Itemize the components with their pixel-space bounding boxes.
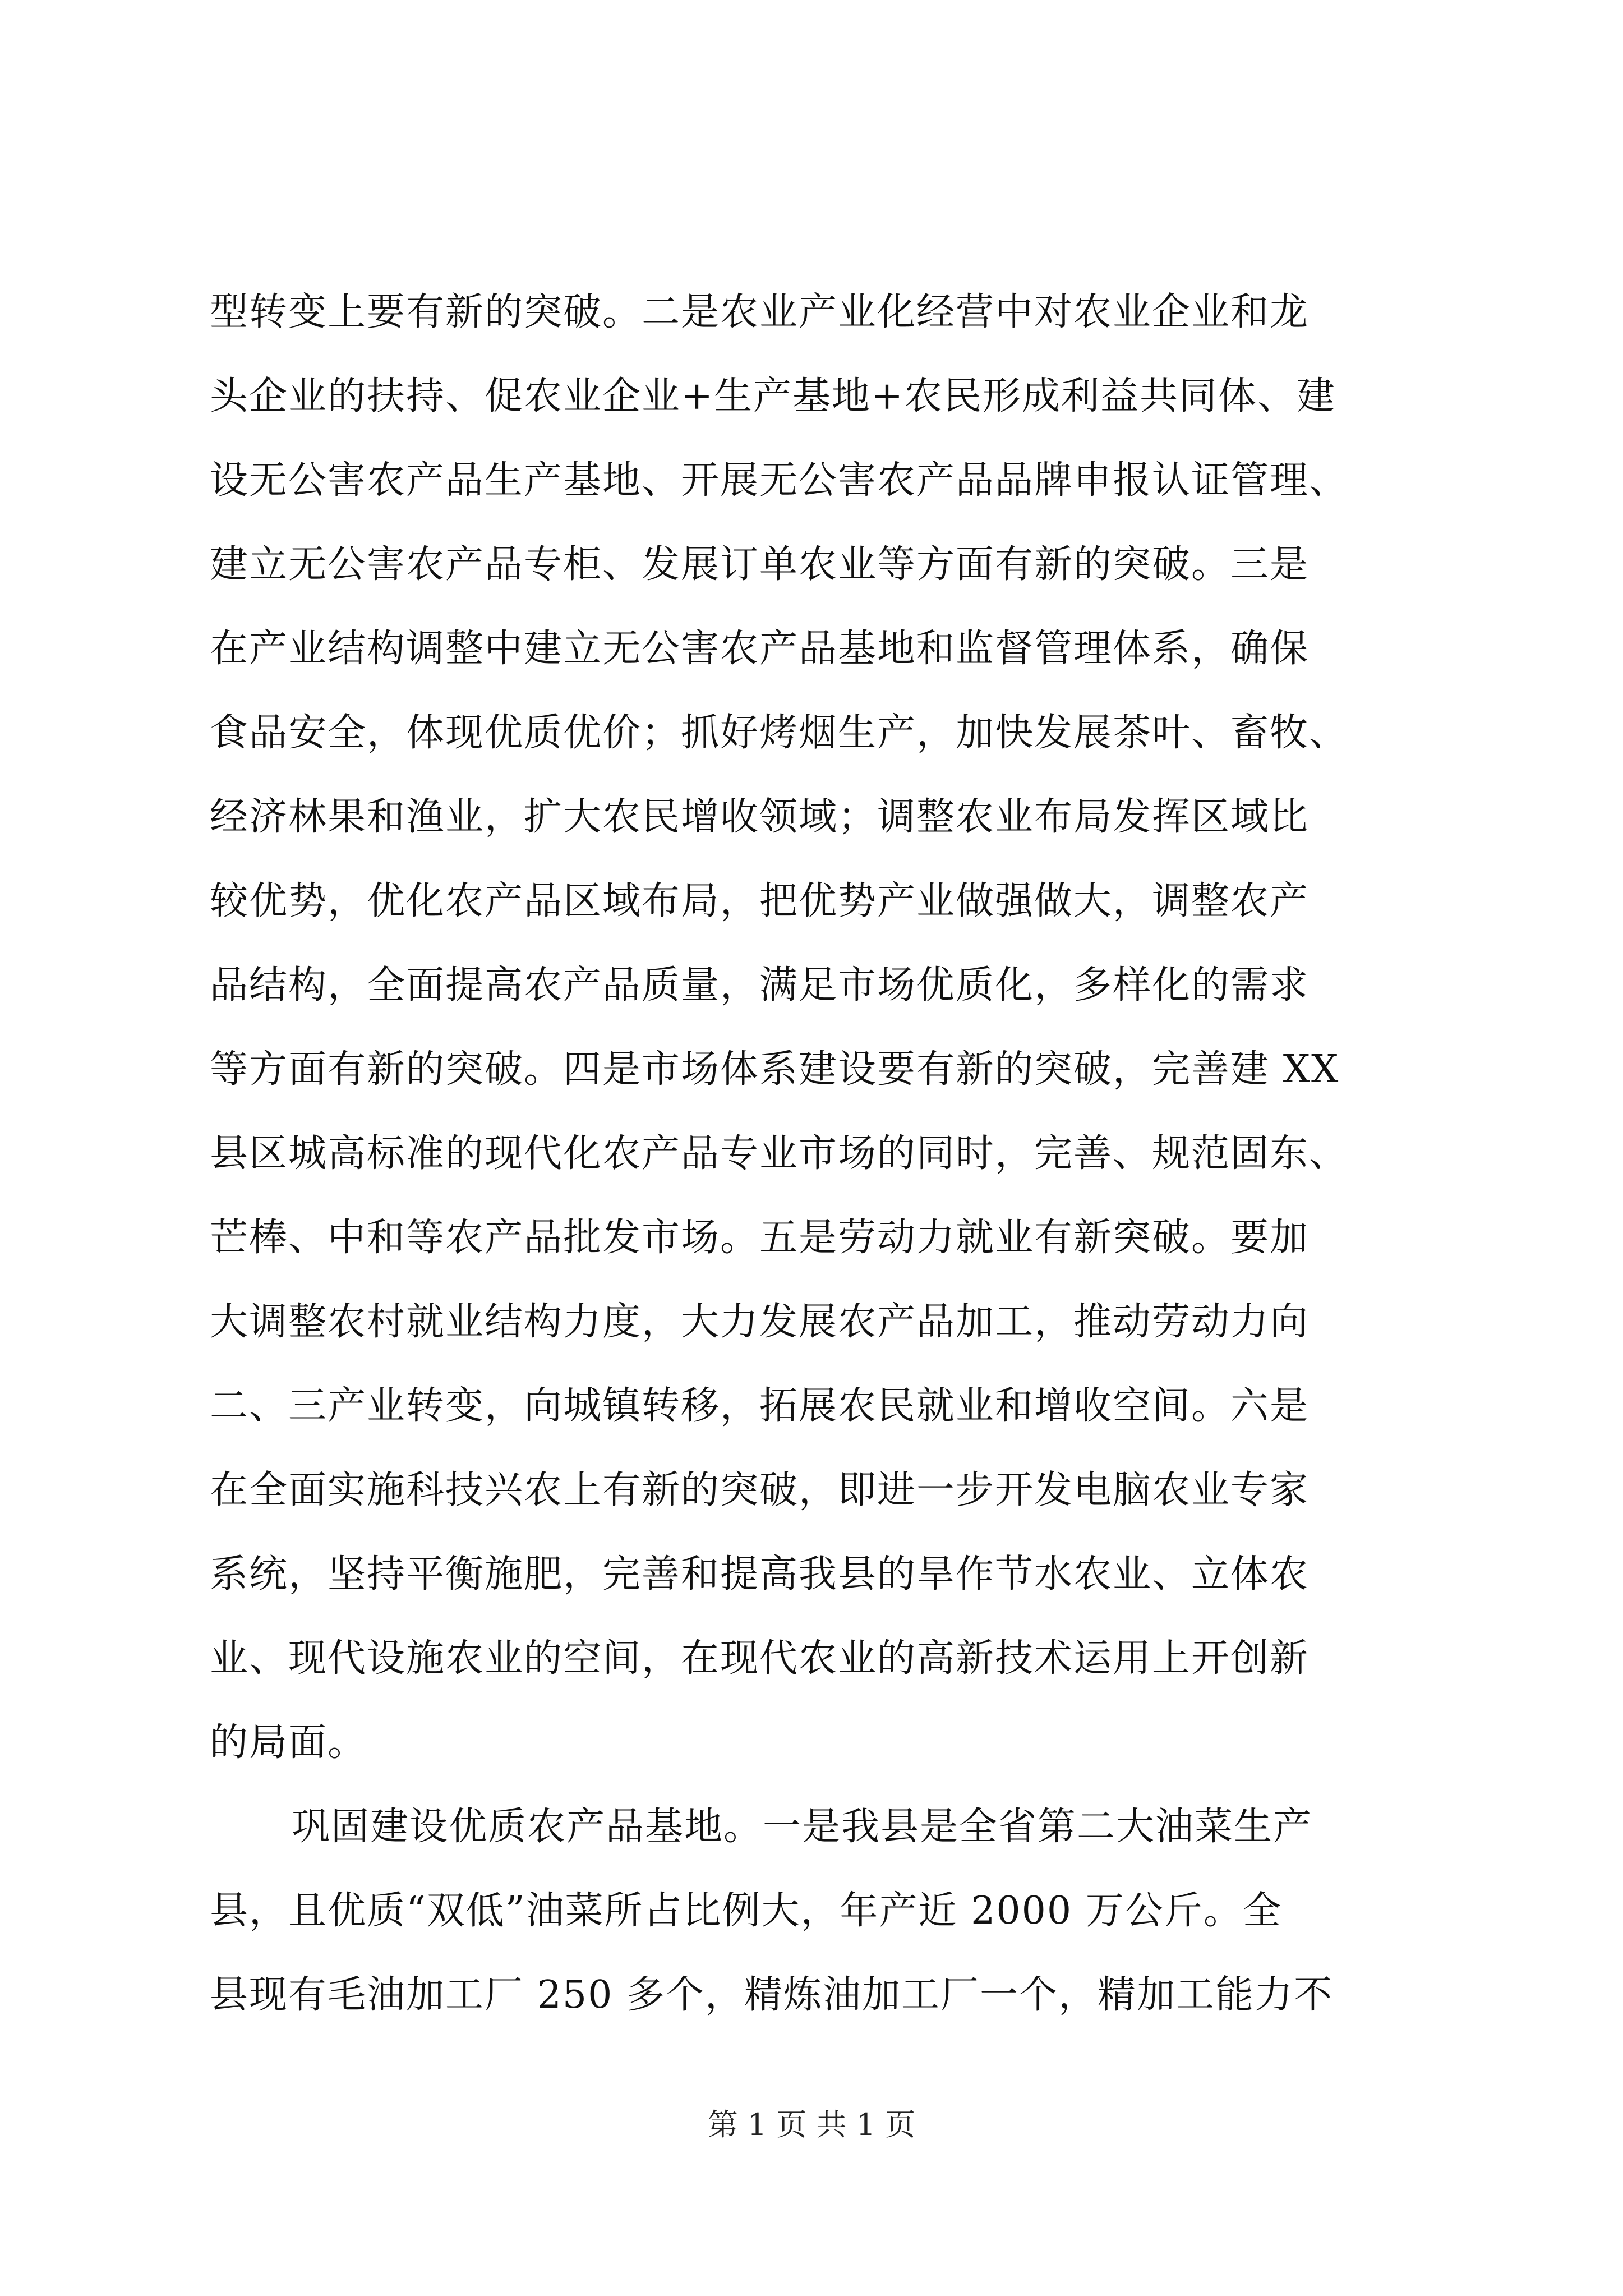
paragraph-start-line: 巩固建设优质农产品基地。一是我县是全省第二大油菜生产 [292, 1805, 1313, 1849]
text-line: 二、三产业转变，向城镇转移，拓展农民就业和增收空间。六是 [210, 1384, 1310, 1428]
text-line: 经济林果和渔业，扩大农民增收领域；调整农业布局发挥区域比 [210, 795, 1310, 839]
body-text [210, 270, 1444, 2037]
text-line: 县区城高标准的现代化农产品专业市场的同时，完善、规范固东、 [210, 1131, 1349, 1176]
text-line: 芒棒、中和等农产品批发市场。五是劳动力就业有新突破。要加 [210, 1216, 1310, 1260]
text-line: 头企业的扶持、促农业企业+生产基地+农民形成利益共同体、建 [210, 374, 1336, 418]
text-line: 县现有毛油加工厂 250 多个，精炼油加工厂一个，精加工能力不 [210, 1973, 1334, 2017]
text-line: 设无公害农产品生产基地、开展无公害农产品品牌申报认证管理、 [210, 458, 1349, 503]
text-line: 业、现代设施农业的空间，在现代农业的高新技术运用上开创新 [210, 1636, 1310, 1681]
text-line: 等方面有新的突破。四是市场体系建设要有新的突破，完善建 XX [210, 1047, 1340, 1092]
text-line: 系统，坚持平衡施肥，完善和提高我县的旱作节水农业、立体农 [210, 1552, 1310, 1596]
text-line: 的局面。 [210, 1720, 367, 1765]
text-line: 大调整农村就业结构力度，大力发展农产品加工，推动劳动力向 [210, 1300, 1310, 1344]
text-line: 食品安全，体现优质优价；抓好烤烟生产，加快发展茶叶、畜牧、 [210, 711, 1349, 755]
text-line: 型转变上要有新的突破。二是农业产业化经营中对农业企业和龙 [210, 290, 1310, 334]
text-line: 县，且优质“双低”油菜所占比例大，年产近 2000 万公斤。全 [210, 1889, 1282, 1933]
text-line: 在全面实施科技兴农上有新的突破，即进一步开发电脑农业专家 [210, 1468, 1310, 1512]
page-footer: 第 1 页 共 1 页 [707, 2107, 916, 2142]
text-line: 在产业结构调整中建立无公害农产品基地和监督管理体系，确保 [210, 627, 1310, 671]
text-line: 建立无公害农产品专柜、发展订单农业等方面有新的突破。三是 [210, 542, 1310, 587]
text-line: 较优势，优化农产品区域布局，把优势产业做强做大，调整农产 [210, 879, 1310, 923]
text-line: 品结构，全面提高农产品质量，满足市场优质化，多样化的需求 [210, 963, 1310, 1007]
